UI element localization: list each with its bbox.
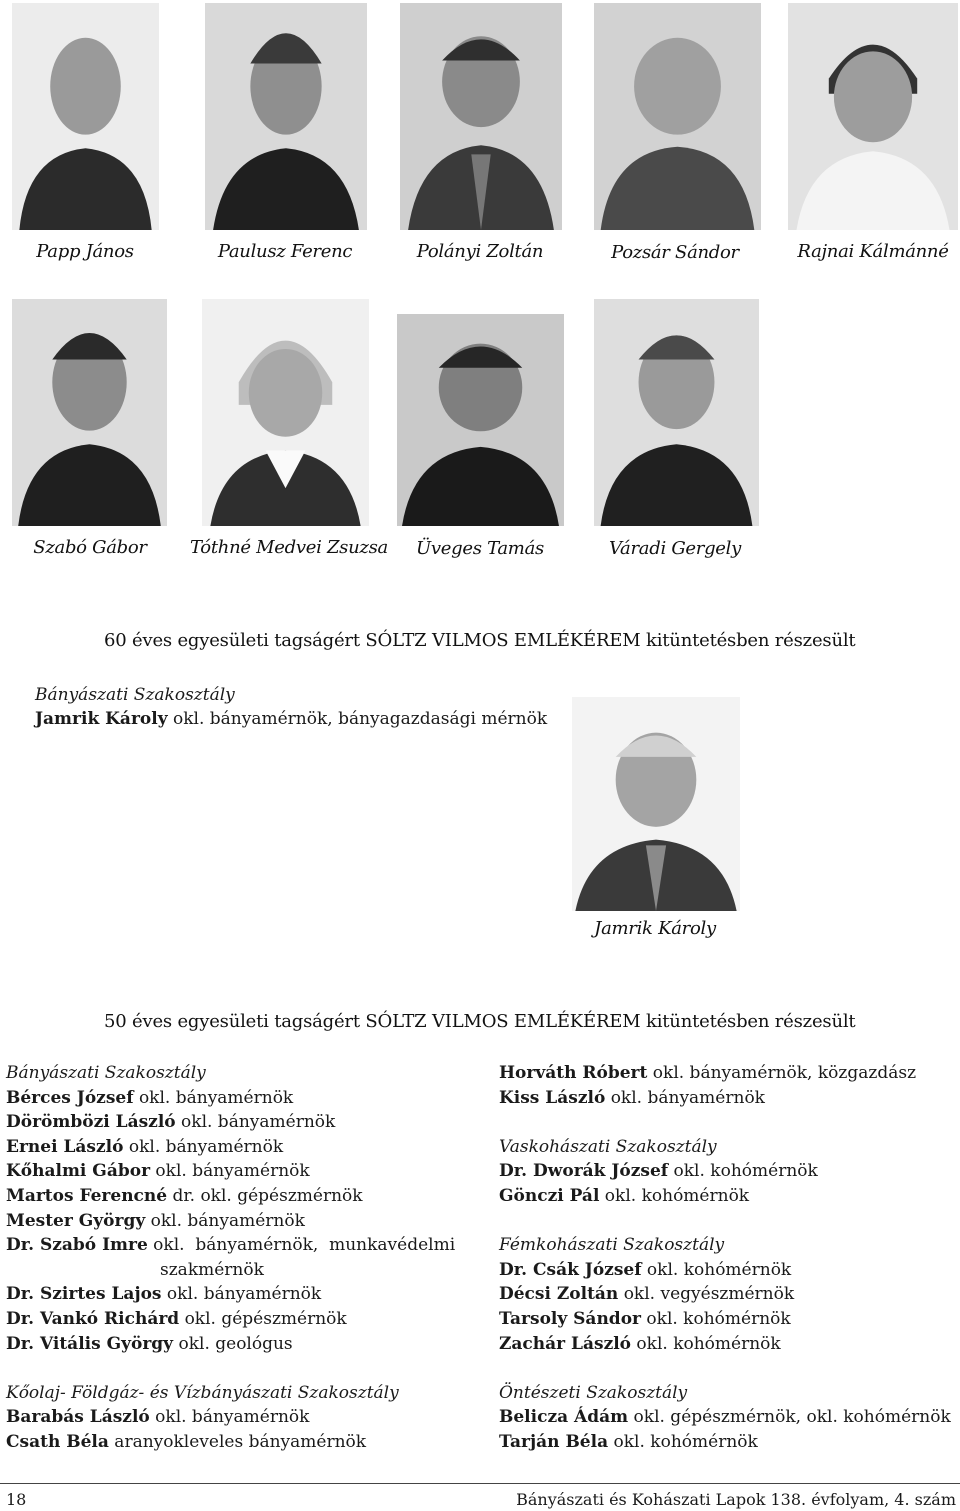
portrait-photo — [12, 299, 167, 526]
page-number: 18 — [6, 1490, 27, 1509]
awardee-title: okl. kohómérnök — [631, 1333, 781, 1354]
awardee-entry — [6, 1233, 476, 1258]
awardee-name: Kiss László — [499, 1087, 606, 1108]
portrait-photo — [572, 697, 740, 911]
awardee-name: Tarsoly Sándor — [499, 1308, 641, 1329]
awardee-entry — [6, 1110, 476, 1135]
awardee-name: Csath Béla — [6, 1431, 109, 1452]
awardee-name: Horváth Róbert — [499, 1063, 648, 1083]
awardee-title: okl. kohómérnök — [641, 1259, 792, 1280]
award-60-heading: 60 éves egyesületi tagságért SÓLTZ VILMOS EMLÉKÉREM kitüntetésben részesült — [104, 630, 856, 651]
awardee-title: okl. bányamérnök — [133, 1087, 294, 1108]
awardee-name: Belicza Ádám — [499, 1407, 629, 1428]
spacer — [499, 1110, 959, 1135]
awardee-name: Bérces József — [6, 1087, 134, 1108]
section-title: Öntészeti Szakosztály — [499, 1382, 688, 1403]
section-title: Vaskohászati Szakosztály — [499, 1136, 717, 1157]
awardee-name: Jamrik Károly — [35, 709, 168, 729]
section-title: Kőolaj- Földgáz- és Vízbányászati Szakosztály — [6, 1382, 399, 1403]
portrait-photo — [400, 3, 562, 230]
portrait-photo — [594, 299, 759, 526]
awardee-title: okl. bányamérnök — [123, 1136, 284, 1157]
awardee-name: Dr. Vankó Richárd — [6, 1308, 180, 1329]
awardee-entry — [6, 1282, 476, 1307]
awardee-entry — [499, 1086, 959, 1111]
awardee-title: okl. bányamérnök, munkavédelmi — [147, 1235, 456, 1256]
portrait-caption: Tóthné Medvei Zsuzsa — [190, 537, 388, 558]
awardee-entry — [499, 1061, 959, 1086]
right-column — [499, 1061, 959, 1455]
awardee-entry — [499, 1332, 959, 1357]
awardee-name: Barabás László — [6, 1407, 150, 1428]
awardee-name: Dr. Csák József — [499, 1259, 642, 1280]
awardee-entry — [6, 1184, 476, 1209]
portrait-caption: Rajnai Kálmánné — [797, 241, 949, 262]
awardee-name: Dörömbözi László — [6, 1112, 176, 1133]
awardee-entry — [6, 1405, 476, 1430]
awardee-name: Dr. Vitális György — [6, 1333, 174, 1354]
section-title: Bányászati Szakosztály — [35, 685, 235, 705]
awardee-name: Ernei László — [6, 1136, 124, 1157]
awardee-entry — [6, 1307, 476, 1332]
awardee-title: okl. kohómérnök — [668, 1161, 818, 1182]
awardee-entry — [6, 1209, 476, 1234]
awardee-title: okl. geológus — [173, 1333, 293, 1354]
awardee-entry — [6, 1159, 476, 1184]
awardee-title: okl. kohómérnök — [608, 1431, 758, 1452]
spacer — [499, 1356, 959, 1381]
awardee-name: Zachár László — [499, 1333, 632, 1354]
portrait-photo — [397, 314, 564, 526]
awardee-title: okl. kohómérnök — [599, 1185, 750, 1206]
awardee-entry — [499, 1159, 959, 1184]
awardee-title: okl. bányamérnök, bányagazdasági mérnök — [167, 709, 548, 729]
portrait-caption: Polányi Zoltán — [416, 241, 544, 262]
awardee-name: Dr. Dworák József — [499, 1161, 669, 1182]
awardee-entry — [35, 707, 547, 732]
spacer — [499, 1209, 959, 1234]
portrait-photo — [12, 3, 159, 230]
awardee-entry — [499, 1184, 959, 1209]
awardee-name: Tarján Béla — [499, 1431, 609, 1452]
awardee-title: okl. bányamérnök, közgazdász — [647, 1063, 917, 1083]
awardee-entry — [499, 1258, 959, 1283]
portrait-caption: Szabó Gábor — [33, 537, 147, 558]
awardee-title: okl. bányamérnök — [175, 1112, 336, 1133]
awardee-title: okl. vegyészmérnök — [618, 1284, 795, 1305]
portrait-photo — [788, 3, 958, 230]
awardee-title: dr. okl. gépészmérnök — [167, 1185, 363, 1206]
awardee-name: Dr. Szirtes Lajos — [6, 1284, 162, 1305]
awardee-title: okl. gépészmérnök, okl. kohómérnök — [628, 1407, 951, 1428]
journal-info: Bányászati és Kohászati Lapok 138. évfolyam, 4. szám — [516, 1490, 956, 1509]
awardee-title: okl. bányamérnök — [605, 1087, 765, 1108]
portrait-photo — [205, 3, 367, 230]
award-50-heading: 50 éves egyesületi tagságért SÓLTZ VILMOS EMLÉKÉREM kitüntetésben részesült — [104, 1011, 856, 1032]
left-column — [6, 1061, 476, 1455]
portrait-photo — [594, 3, 761, 230]
portrait-photo — [202, 299, 369, 526]
awardee-name: Décsi Zoltán — [499, 1284, 619, 1305]
awardee-name: Gönczi Pál — [499, 1185, 600, 1206]
awardee-entry-continuation — [6, 1258, 476, 1283]
spacer — [6, 1356, 476, 1381]
awardee-name: Dr. Szabó Imre — [6, 1235, 148, 1256]
portrait-caption: Pozsár Sándor — [611, 242, 739, 263]
section-title: Fémkohászati Szakosztály — [499, 1235, 725, 1256]
portrait-caption: Paulusz Ferenc — [217, 241, 353, 262]
section-title: Bányászati Szakosztály — [6, 1063, 206, 1083]
awardee-name: Mester György — [6, 1210, 146, 1231]
awardee-entry — [6, 1430, 476, 1455]
awardee-title: aranyokleveles bányamérnök — [108, 1431, 367, 1452]
awardee-entry — [6, 1086, 476, 1111]
awardee-entry — [499, 1282, 959, 1307]
awardee-title: okl. bányamérnök — [150, 1161, 310, 1182]
awardee-title: okl. gépészmérnök — [179, 1308, 347, 1329]
portrait-caption: Papp János — [36, 241, 134, 262]
footer-divider — [0, 1483, 960, 1484]
awardee-entry — [499, 1430, 959, 1455]
portrait-caption: Üveges Tamás — [416, 538, 544, 559]
awardee-title: okl. bányamérnök — [149, 1407, 310, 1428]
portrait-caption: Jamrik Károly — [594, 918, 716, 939]
awardee-title: szakmérnök — [160, 1259, 264, 1280]
awardee-entry — [499, 1405, 959, 1430]
portrait-caption: Váradi Gergely — [609, 538, 741, 559]
awardee-name: Martos Ferencné — [6, 1185, 168, 1206]
awardee-entry — [499, 1307, 959, 1332]
awardee-title: okl. bányamérnök — [161, 1284, 322, 1305]
awardee-entry — [6, 1332, 476, 1357]
awardee-entry — [6, 1135, 476, 1160]
awardee-title: okl. kohómérnök — [641, 1308, 791, 1329]
awardee-title: okl. bányamérnök — [145, 1210, 305, 1231]
awardee-name: Kőhalmi Gábor — [6, 1161, 151, 1182]
